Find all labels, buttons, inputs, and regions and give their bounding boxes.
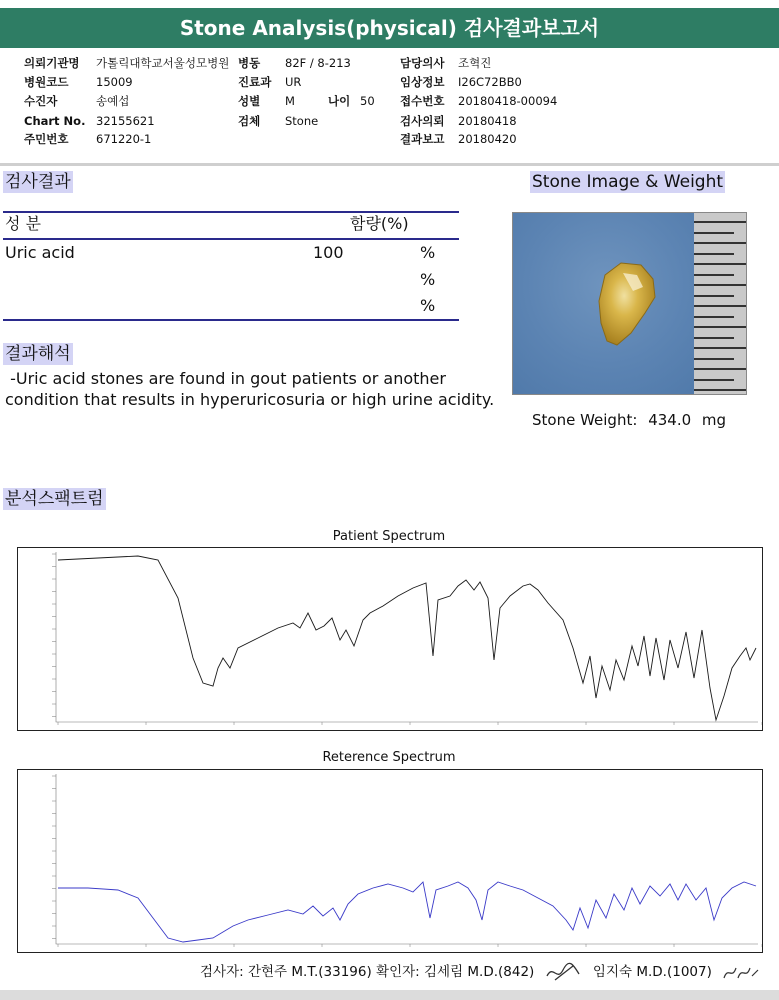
info-value: I26C72BB0 — [458, 75, 522, 89]
info-value: 15009 — [96, 75, 133, 89]
ruler-tick — [694, 263, 746, 265]
result-row-unit: % — [420, 296, 436, 315]
footer-text: 검사자: 간현주 M.T.(33196) 확인자: 김세림 M.D.(842) — [200, 964, 535, 980]
info-key: 나이 — [328, 94, 351, 108]
reference-spectrum-plot — [17, 769, 763, 953]
stone-weight-value: 434.0 — [648, 411, 692, 429]
result-row-unit: % — [420, 243, 436, 262]
info-key: 접수번호 — [400, 94, 445, 108]
stone-heading: Stone Image & Weight — [532, 172, 724, 192]
footer-text-2: 임지숙 M.D.(1007) — [592, 964, 712, 980]
ruler-tick — [694, 221, 746, 223]
info-key: 병원코드 — [24, 75, 69, 89]
ruler-tick — [694, 337, 734, 339]
patient-spectrum-title: Patient Spectrum — [332, 529, 446, 544]
info-value: Stone — [285, 114, 319, 128]
ruler-tick — [694, 242, 746, 244]
result-heading: 검사결과 — [5, 172, 71, 192]
info-value: 20180420 — [458, 132, 517, 146]
stone-weight-unit: mg — [701, 411, 727, 429]
info-value: UR — [285, 75, 302, 89]
info-key: 병동 — [238, 56, 261, 70]
signature-mark-2 — [720, 960, 760, 984]
stone-weight-label: Stone Weight: — [532, 411, 638, 429]
info-key: 진료과 — [238, 75, 272, 89]
ruler-scale — [694, 213, 746, 394]
info-value: M — [285, 94, 295, 108]
info-key: 임상정보 — [400, 75, 445, 89]
ruler-tick — [694, 295, 734, 297]
stone-shape — [513, 213, 696, 395]
patient-info-panel — [0, 50, 779, 166]
patient-spectrum-plot — [17, 547, 763, 731]
info-value: 송예섭 — [96, 94, 130, 108]
reference-spectrum-trace — [58, 882, 756, 942]
result-row-amount: 100 — [313, 243, 344, 262]
ruler-tick — [694, 379, 734, 381]
ruler-tick — [694, 253, 734, 255]
ruler-tick — [694, 347, 746, 349]
interpretation-text — [5, 368, 495, 410]
table-top-rule — [3, 211, 459, 213]
ruler-tick — [694, 284, 746, 286]
info-value: 671220-1 — [96, 132, 152, 146]
info-key: 주민번호 — [24, 132, 69, 146]
ruler-tick — [694, 316, 734, 318]
ruler-tick — [694, 232, 734, 234]
info-value: 조혁진 — [458, 56, 492, 70]
info-value: 50 — [360, 94, 375, 108]
info-key: 검사의뢰 — [400, 114, 445, 128]
result-row-unit: % — [420, 270, 436, 289]
info-key: 수진자 — [24, 94, 58, 108]
ruler-tick — [694, 389, 746, 391]
info-value: 20180418 — [458, 114, 517, 128]
spectrum-heading: 분석스팩트럼 — [5, 489, 104, 509]
table-bottom-rule — [3, 319, 459, 321]
table-header-rule — [3, 238, 459, 240]
reference-spectrum-title: Reterence Spectrum — [322, 750, 456, 765]
page-bottom-strip — [0, 990, 779, 1000]
column-header-component: 성 분 — [5, 214, 41, 233]
info-value: 가톨릭대학교서울성모병원 — [96, 56, 230, 70]
info-key: 성별 — [238, 94, 261, 108]
info-value: 82F / 8-213 — [285, 56, 351, 70]
ruler-tick — [694, 368, 746, 370]
ruler-tick — [694, 358, 734, 360]
patient-spectrum-trace — [58, 556, 756, 720]
column-header-amount: 함량(%) — [350, 214, 409, 233]
report-title: Stone Analysis(physical) 검사결과보고서 — [0, 8, 779, 48]
info-value: 20180418-00094 — [458, 94, 558, 108]
ruler-tick — [694, 274, 734, 276]
info-key: 검체 — [238, 114, 261, 128]
info-key: 결과보고 — [400, 132, 445, 146]
patient-spectrum-svg — [18, 548, 762, 730]
interpretation-heading: 결과해석 — [5, 344, 71, 364]
info-key: Chart No. — [24, 114, 86, 128]
interpretation-line: -Uric acid stones are found in gout patients or another — [5, 369, 446, 388]
stone-weight — [532, 411, 726, 429]
info-key: 담당의사 — [400, 56, 445, 70]
result-row-component: Uric acid — [5, 243, 75, 262]
ruler-tick — [694, 326, 746, 328]
info-value: 32155621 — [96, 114, 155, 128]
plot-axes — [56, 552, 758, 722]
signature-mark-1 — [543, 960, 585, 984]
info-key: 의뢰기관명 — [24, 56, 80, 70]
ruler-tick — [694, 305, 746, 307]
signature-footer — [0, 958, 779, 986]
footer-signers — [200, 958, 760, 986]
interpretation-line: condition that results in hyperuricosuria or high urine acidity. — [5, 390, 495, 409]
plot-axes — [56, 774, 758, 944]
stone-photo — [512, 212, 747, 395]
reference-spectrum-svg — [18, 770, 762, 952]
